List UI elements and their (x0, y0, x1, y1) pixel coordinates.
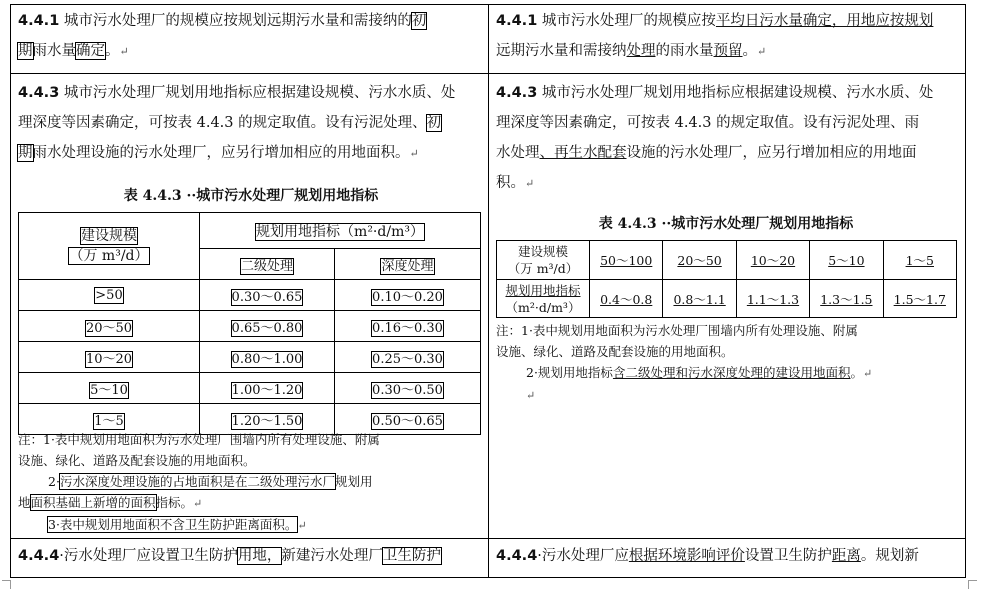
right-table-caption: 表 4.4.3 ··城市污水处理厂规划用地指标 (598, 216, 854, 232)
clause-text: ·污水处理厂应 (537, 548, 629, 564)
clause-number: 4.4.4 (18, 548, 60, 564)
clause-text: 城市污水处理厂的规模应按 (541, 13, 716, 29)
table-row (19, 342, 481, 373)
note-text: 。 (850, 365, 863, 380)
paragraph-mark: ↵ (862, 367, 873, 380)
clause-text: 城市污水处理厂规划用地指标应根据建设规模、污水水质、处 (541, 85, 934, 101)
revision-mark: 确定 (76, 43, 105, 59)
scale-cell (810, 241, 883, 280)
scale-value: 10～20 (750, 253, 796, 268)
index-cell (663, 280, 736, 318)
clause-text: 理深度等因素确定，可按表 4.4.3 的规定取值。设有污泥处理、雨 (496, 115, 920, 131)
header-advanced (335, 249, 481, 280)
revision-mark: 面积基础上新增的面积 (30, 495, 156, 510)
table-row (19, 373, 481, 404)
scale-cell (663, 241, 736, 280)
empty-paragraph (496, 384, 962, 406)
revision-mark: 初 (426, 115, 442, 131)
note-text: 地 (18, 495, 31, 510)
scale-cell: 10～20 (85, 351, 133, 367)
index-value: 1.3～1.5 (820, 291, 873, 307)
note-1-cont: 设施、绿化、道路及配套设施的用地面积。 (18, 453, 256, 468)
clause-text: 雨水量 (32, 43, 76, 59)
clause-text: 新建污水处理厂 (281, 548, 383, 564)
clause-text: 设施的污水处理厂，应另行增加相应的用地面 (626, 145, 917, 161)
note-2 (496, 362, 962, 384)
revision-mark: 期 (18, 43, 33, 59)
scale-cell: 1～5 (94, 413, 124, 429)
note-2: 2·污水深度处理设施的占地面积是在二级处理污水厂规划用 (48, 474, 373, 489)
header-index (497, 280, 590, 318)
header-scale-label: 建设规模 (81, 228, 137, 244)
inserted-text: 距离 (831, 548, 861, 564)
clause-text: 城市污水处理厂规划用地指标应根据建设规模、污水水质、处 (63, 85, 456, 101)
right-land-index-table (496, 240, 957, 318)
header-scale-unit: （万 m³/d） (507, 261, 579, 276)
header-scale (19, 213, 200, 280)
clause-text: 积。 (496, 175, 525, 191)
header-secondary-label: 二级处理 (240, 258, 293, 274)
secondary-cell: 1.00～1.20 (231, 382, 303, 398)
scale-value: 20～50 (677, 253, 722, 268)
paragraph-mark: ↵ (525, 177, 535, 190)
revision-mark: 用地， (237, 548, 282, 564)
inserted-text: 含二级处理和污水深度处理的建设用地面积 (612, 365, 851, 380)
index-value: 0.4～0.8 (600, 291, 653, 307)
advanced-cell: 0.16～0.30 (372, 320, 443, 336)
scale-cell: 5～10 (90, 382, 128, 398)
scale-cell (883, 241, 956, 280)
scale-value: 5～10 (828, 253, 865, 268)
note-2-cont (18, 492, 484, 514)
note-text: 规划用 (334, 474, 373, 489)
row-divider-2 (10, 538, 966, 539)
clause-text: ·污水处理厂应设置卫生防护 (59, 548, 238, 564)
left-clause-4-4-4 (18, 541, 484, 571)
advanced-cell: 0.50～0.65 (372, 413, 443, 429)
paragraph-mark: ↵ (526, 389, 536, 402)
table-row (19, 280, 481, 311)
index-cell (883, 280, 956, 318)
clause-text: 远期污水量和需接纳 (496, 43, 627, 59)
note-3 (18, 514, 484, 536)
clause-text: 。规划新 (860, 548, 919, 564)
clause-text: 。 (742, 43, 757, 59)
inserted-text: 预留 (713, 43, 743, 59)
inserted-text: 、再生水配套 (539, 145, 627, 161)
secondary-cell: 0.30～0.65 (231, 289, 303, 305)
column-divider (488, 4, 489, 578)
clause-text: 的雨水量 (655, 43, 714, 59)
left-land-index-table (18, 212, 481, 435)
scale-value: 50～100 (600, 253, 653, 268)
revision-mark: 期 (18, 145, 33, 161)
left-table-notes (18, 429, 484, 536)
table-row (497, 280, 957, 318)
clause-number: 4.4.4 (496, 548, 538, 564)
note-1-cont: 设施、绿化、道路及配套设施的用地面积。 (496, 344, 734, 359)
revision-mark: 卫生防护 (382, 548, 441, 564)
clause-number: 4.4.1 (496, 13, 538, 29)
table-row (497, 241, 957, 280)
index-value: 1.1～1.3 (746, 291, 800, 307)
advanced-cell: 0.25～0.30 (372, 351, 443, 367)
inserted-text: 平均日污水量确定，用地应按规划 (715, 13, 934, 29)
page-corner-mark (968, 580, 977, 589)
clause-text: 城市污水处理厂的规模应按规划远期污水量和需接纳的 (63, 13, 412, 29)
note-2-number: 2 (48, 474, 56, 489)
clause-text: 。 (105, 43, 120, 59)
clause-text: 水处理 (496, 145, 540, 161)
paragraph-mark: ↵ (119, 45, 129, 58)
left-clause-4-4-1 (18, 6, 484, 67)
index-cell (590, 280, 663, 318)
revision-mark: 初 (411, 13, 427, 29)
header-scale (497, 241, 590, 280)
clause-text: 理深度等因素确定，可按表 4.4.3 的规定取值。设有污泥处理、 (18, 115, 427, 131)
scale-cell (736, 241, 809, 280)
scale-cell: 20～50 (85, 320, 133, 336)
scale-cell (590, 241, 663, 280)
note-1: 注：1·表中规划用地面积为污水处理厂围墙内所有处理设施、附属 (18, 432, 380, 447)
header-index-unit: （m²·d/m³） (505, 299, 581, 315)
right-clause-4-4-4 (496, 541, 962, 571)
index-cell (736, 280, 809, 318)
secondary-cell: 0.80～1.00 (231, 351, 303, 367)
clause-text: 雨水处理设施的污水处理厂，应另行增加相应的用地面积。 (32, 145, 410, 161)
advanced-cell: 0.30～0.50 (372, 382, 443, 398)
note-text: 2·规划用地指标 (526, 365, 613, 380)
header-index-label: 规划用地指标（m²·d/m³） (256, 223, 424, 240)
revision-mark: 污水深度处理设施的占地面积是在二级处理污水厂 (59, 474, 335, 489)
table-row (19, 311, 481, 342)
revision-mark: 3·表中规划用地面积不含卫生防护距离面积。 (48, 517, 298, 532)
clause-number: 4.4.1 (18, 13, 60, 29)
paragraph-mark: ↵ (193, 497, 203, 510)
header-scale-label: 建设规模 (517, 244, 568, 259)
header-advanced-label: 深度处理 (381, 258, 434, 274)
index-value: 1.5～1.7 (893, 291, 946, 307)
left-table-caption: 表 4.4.3 ··城市污水处理厂规划用地指标 (123, 188, 379, 204)
left-clause-4-4-3 (18, 78, 484, 169)
advanced-cell: 0.10～0.20 (372, 289, 443, 305)
right-table-notes (496, 320, 962, 406)
paragraph-mark: ↵ (297, 519, 307, 532)
header-index-label: 规划用地指标 (505, 282, 581, 298)
page-corner-mark (2, 580, 11, 589)
secondary-cell: 0.65～0.80 (231, 320, 303, 336)
note-1: 注：1·表中规划用地面积为污水处理厂围墙内所有处理设施、附属 (496, 323, 858, 338)
clause-number: 4.4.3 (496, 85, 538, 101)
header-scale-unit: （万 m³/d） (69, 248, 149, 264)
note-text: 指标。 (155, 495, 194, 510)
clause-text: 设置卫生防护 (744, 548, 832, 564)
row-divider-1 (10, 73, 966, 74)
index-cell (810, 280, 883, 318)
inserted-text: 处理 (626, 43, 656, 59)
header-secondary (200, 249, 335, 280)
secondary-cell: 1.20～1.50 (231, 413, 303, 429)
index-value: 0.8～1.1 (673, 291, 726, 307)
clause-number: 4.4.3 (18, 85, 60, 101)
paragraph-mark: ↵ (757, 45, 767, 58)
header-index (200, 213, 481, 249)
paragraph-mark: ↵ (409, 147, 419, 160)
scale-value: 1～5 (905, 253, 934, 268)
scale-cell: >50 (95, 287, 123, 303)
right-clause-4-4-3 (496, 78, 962, 199)
inserted-text: 根据环境影响评价 (628, 548, 745, 564)
right-clause-4-4-1 (496, 6, 962, 67)
